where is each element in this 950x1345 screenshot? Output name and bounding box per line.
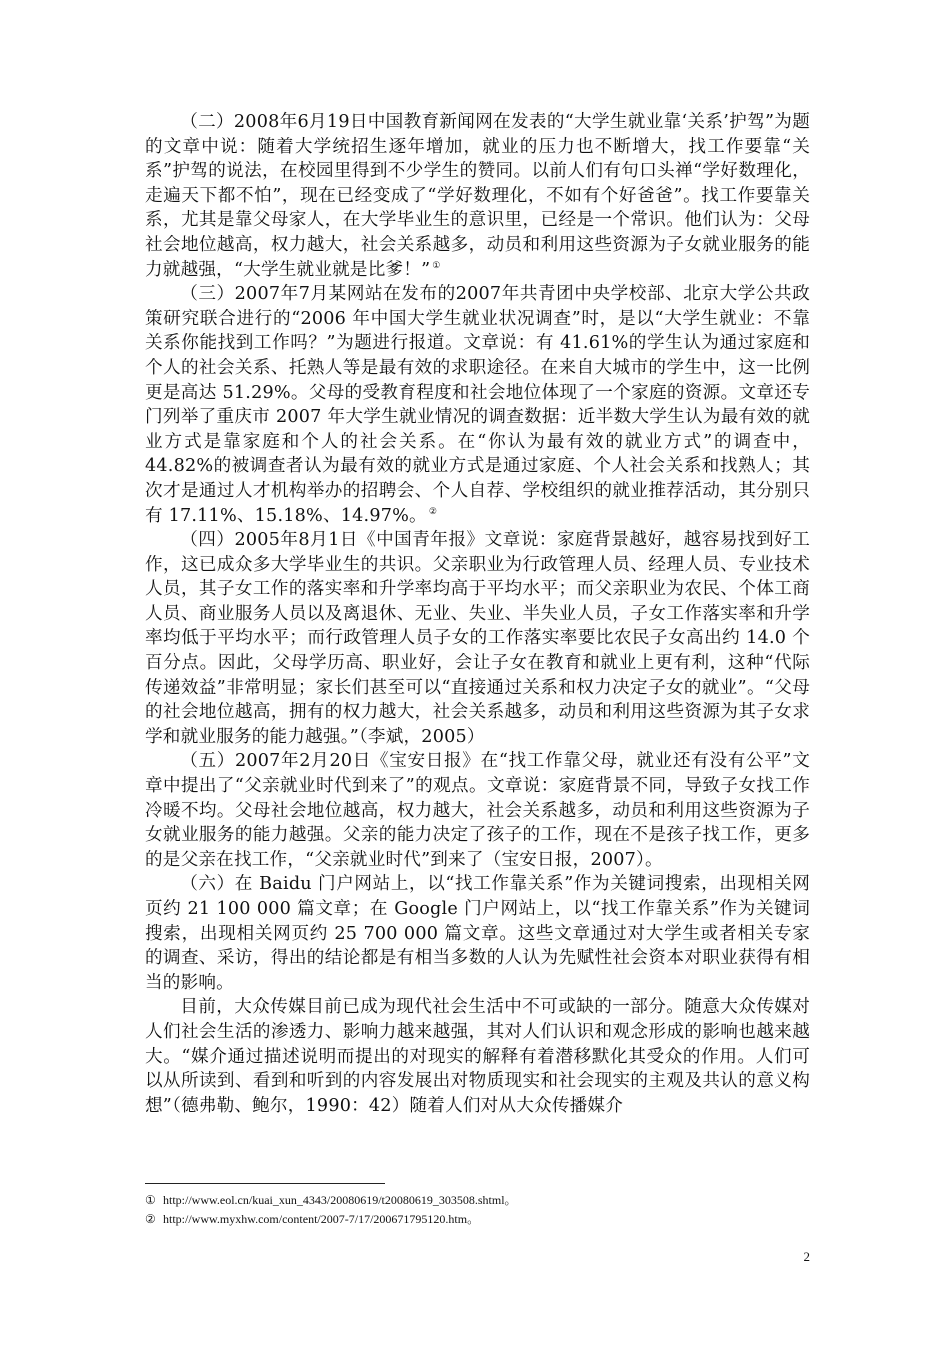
paragraph-6 [145, 872, 810, 995]
paragraph-3 [145, 282, 810, 528]
footnote-2 [145, 1210, 810, 1229]
footnote-ref[interactable]: ② [428, 506, 438, 517]
footnote-ref[interactable]: ① [432, 260, 441, 271]
paragraph-5 [145, 749, 810, 872]
footnote-1 [145, 1191, 810, 1210]
paragraph-text: （二）2008年6月19日中国教育新闻网在发表的“大学生就业靠‘关系’护驾”为题的文章中说：随着大学统招生逐年增加，就业的压力也不断增大，找工作要靠“关系”护驾的说法，在校园里得到不少学生的赞同。以前人们有句口头禅“学好数理化，走遍天下都不怕”，现在已经变成了“学好数理化，不如有个好爸爸”。找工作要靠关系，尤其是靠父母家人，在大学毕业生的意识里，已经是一个常识。他们认为：父母社会地位越高，权力越大，社会关系越多，动员和利用这些资源为子女就业服务的能力就越强，“大学生就业就是比爹！” [145, 112, 810, 280]
footnote-link[interactable]: http://www.eol.cn/kuai_xun_4343/20080619/t20080619_303508.shtml。 [163, 1193, 517, 1207]
paragraph-text: （六）在 Baidu 门户网站上，以“找工作靠关系”作为关键词搜索，出现相关网页约 21 100 000 篇文章；在 Google 门户网站上，以“找工作靠关系”作为关键词搜索，出现相关网页约 25 700 000 篇文章。这些文章通过对大学生或者相关专家的调查、采访，得出的结论都是有相当多数的人认为先赋性社会资本对职业获得有相当的影响。 [145, 874, 810, 993]
footnote-mark: ① [145, 1193, 156, 1207]
footnotes [145, 1191, 810, 1229]
paragraph-text: （四）2005年8月1日《中国青年报》文章说：家庭背景越好，越容易找到好工作，这已成众多大学毕业生的共识。父亲职业为行政管理人员、经理人员、专业技术人员，其子女工作的落实率和升学率均高于平均水平；而父亲职业为农民、个体工商人员、商业服务人员以及离退休、无业、失业、半失业人员，子女工作落实率和升学率均低于平均水平；而行政管理人员子女的工作落实率要比农民子女高出约 14.0 个百分点。因此，父母学历高、职业好，会让子女在教育和就业上更有利，这种“代际传递效益”非常明显；家长们甚至可以“直接通过关系和权力决定子女的就业”。“父母的社会地位越高，拥有的权力越大，社会关系越多，动员和利用这些资源为其子女求学和就业服务的能力越强。”（李斌，2005） [145, 530, 810, 747]
paragraph-2 [145, 110, 810, 282]
paragraph-media [145, 995, 810, 1118]
paragraph-4 [145, 528, 810, 749]
footnote-mark: ② [145, 1212, 156, 1226]
paragraph-text: （三）2007年7月某网站在发布的2007年共青团中央学校部、北京大学公共政策研究联合进行的“2006 年中国大学生就业状况调查”时，是以“大学生就业：不靠关系你能找到工作吗？”为题进行报道。文章说：有 41.61%的学生认为通过家庭和个人的社会关系、托熟人等是最有效的求职途径。在来自大城市的学生中，这一比例更是高达 51.29%。父母的受教育程度和社会地位体现了一个家庭的资源。文章还专门列举了重庆市 2007 年大学生就业情况的调查数据：近半数大学生认为最有效的就业方式是靠家庭和个人的社会关系。在“你认为最有效的就业方式”的调查中，44.82%的被调查者认为最有效的就业方式是通过家庭、个人社会关系和找熟人；其次才是通过人才机构举办的招聘会、个人自荐、学校组织的就业推荐活动，其分别只有 17.11%、15.18%、14.97%。 [145, 284, 810, 526]
footnote-link[interactable]: http://www.myxhw.com/content/2007-7/17/200671795120.htm。 [163, 1212, 480, 1226]
body-text [145, 110, 810, 1118]
page-number: 2 [803, 1249, 810, 1264]
paragraph-text: 目前，大众传媒目前已成为现代社会生活中不可或缺的一部分。随意大众传媒对人们社会生活的渗透力、影响力越来越强，其对人们认识和观念形成的影响也越来越大。“媒介通过描述说明而提出的对现实的解释有着潜移默化其受众的作用。人们可以从所读到、看到和听到的内容发展出对物质现实和社会现实的主观及共认的意义构想”（德弗勒、鲍尔，1990：42）随着人们对从大众传播媒介 [145, 997, 810, 1116]
footnote-divider [145, 1183, 385, 1184]
paragraph-text: （五）2007年2月20日《宝安日报》在“找工作靠父母，就业还有没有公平”文章中提出了“父亲就业时代到来了”的观点。文章说：家庭背景不同，导致子女找工作冷暖不均。父母社会地位越高，权力越大，社会关系越多，动员和利用这些资源为子女就业服务的能力越强。父亲的能力决定了孩子的工作，现在不是孩子找工作，更多的是父亲在找工作，“父亲就业时代”到来了（宝安日报，2007）。 [145, 751, 810, 870]
